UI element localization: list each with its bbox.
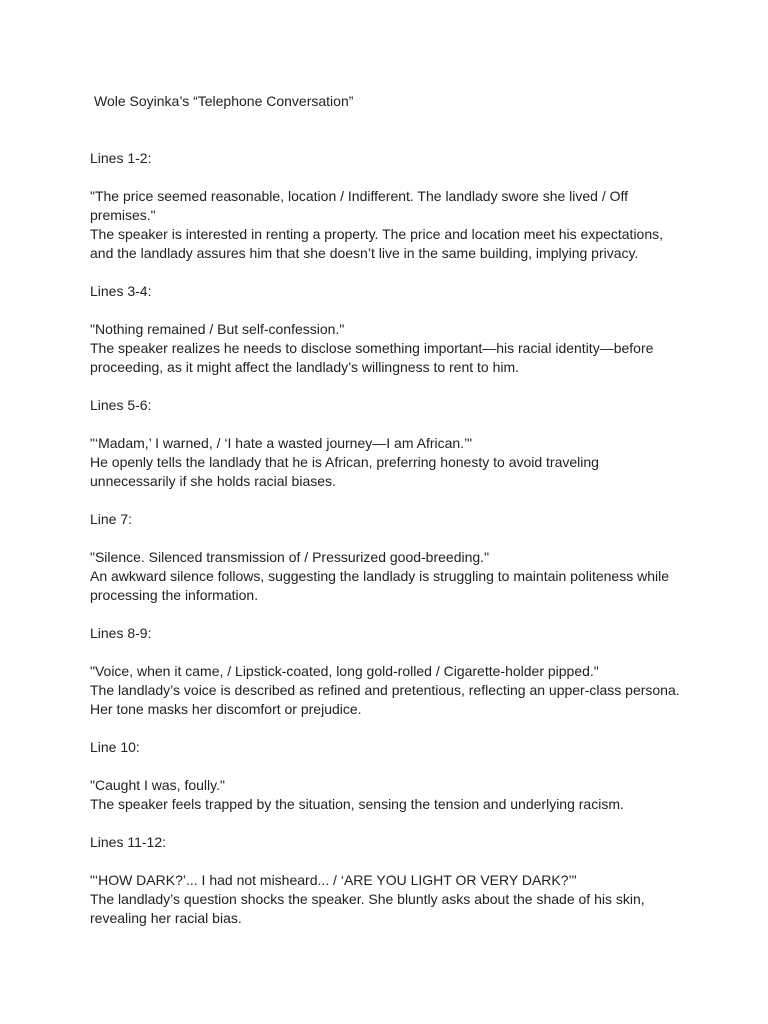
section-lines-8-9 xyxy=(90,624,680,719)
section-line-10 xyxy=(90,738,680,814)
section-explanation: An awkward silence follows, suggesting the landlady is struggling to maintain politeness while processing the information. xyxy=(90,568,669,603)
section-explanation: The speaker is interested in renting a property. The price and location meet his expectations, and the landlady assures him that she doesn’t live in the same building, implying privacy. xyxy=(90,226,664,261)
section-heading: Lines 8-9: xyxy=(90,625,152,641)
section-quote: "Voice, when it came, / Lipstick-coated, long gold-rolled / Cigarette-holder pipped." xyxy=(90,663,599,679)
section-explanation: He openly tells the landlady that he is African, preferring honesty to avoid traveling unnecessarily if she holds racial biases. xyxy=(90,454,599,489)
section-heading: Lines 11-12: xyxy=(90,834,167,850)
section-heading: Line 7: xyxy=(90,511,133,527)
section-quote: "‘HOW DARK?’... I had not misheard... / ‘ARE YOU LIGHT OR VERY DARK?’" xyxy=(90,872,577,888)
section-lines-3-4 xyxy=(90,282,680,377)
section-lines-11-12 xyxy=(90,833,680,928)
document-title: Wole Soyinka’s “Telephone Conversation” xyxy=(94,93,354,109)
section-heading: Lines 3-4: xyxy=(90,283,152,299)
section-explanation: The speaker realizes he needs to disclose something important—his racial identity—before proceeding, as it might affect the landlady’s willingness to rent to him. xyxy=(90,340,654,375)
document-page xyxy=(90,92,680,947)
section-lines-1-2 xyxy=(90,149,680,263)
section-line-7 xyxy=(90,510,680,605)
section-lines-5-6 xyxy=(90,396,680,491)
section-quote: "The price seemed reasonable, location / Indifferent. The landlady swore she lived / Off premises." xyxy=(90,188,629,223)
section-heading: Lines 5-6: xyxy=(90,397,152,413)
section-quote: "Silence. Silenced transmission of / Pressurized good-breeding." xyxy=(90,549,490,565)
section-explanation: The speaker feels trapped by the situation, sensing the tension and underlying racism. xyxy=(90,796,624,812)
section-heading: Lines 1-2: xyxy=(90,150,152,166)
section-explanation: The landlady’s question shocks the speaker. She bluntly asks about the shade of his skin, revealing her racial bias. xyxy=(90,891,645,926)
section-quote: "Caught I was, foully." xyxy=(90,777,225,793)
section-heading: Line 10: xyxy=(90,739,140,755)
section-quote: "Nothing remained / But self-confession." xyxy=(90,321,345,337)
section-quote: "‘Madam,’ I warned, / ‘I hate a wasted journey—I am African.’" xyxy=(90,435,473,451)
section-explanation: The landlady’s voice is described as refined and pretentious, reflecting an upper-class persona. Her tone masks her discomfort or prejudice. xyxy=(90,682,680,717)
